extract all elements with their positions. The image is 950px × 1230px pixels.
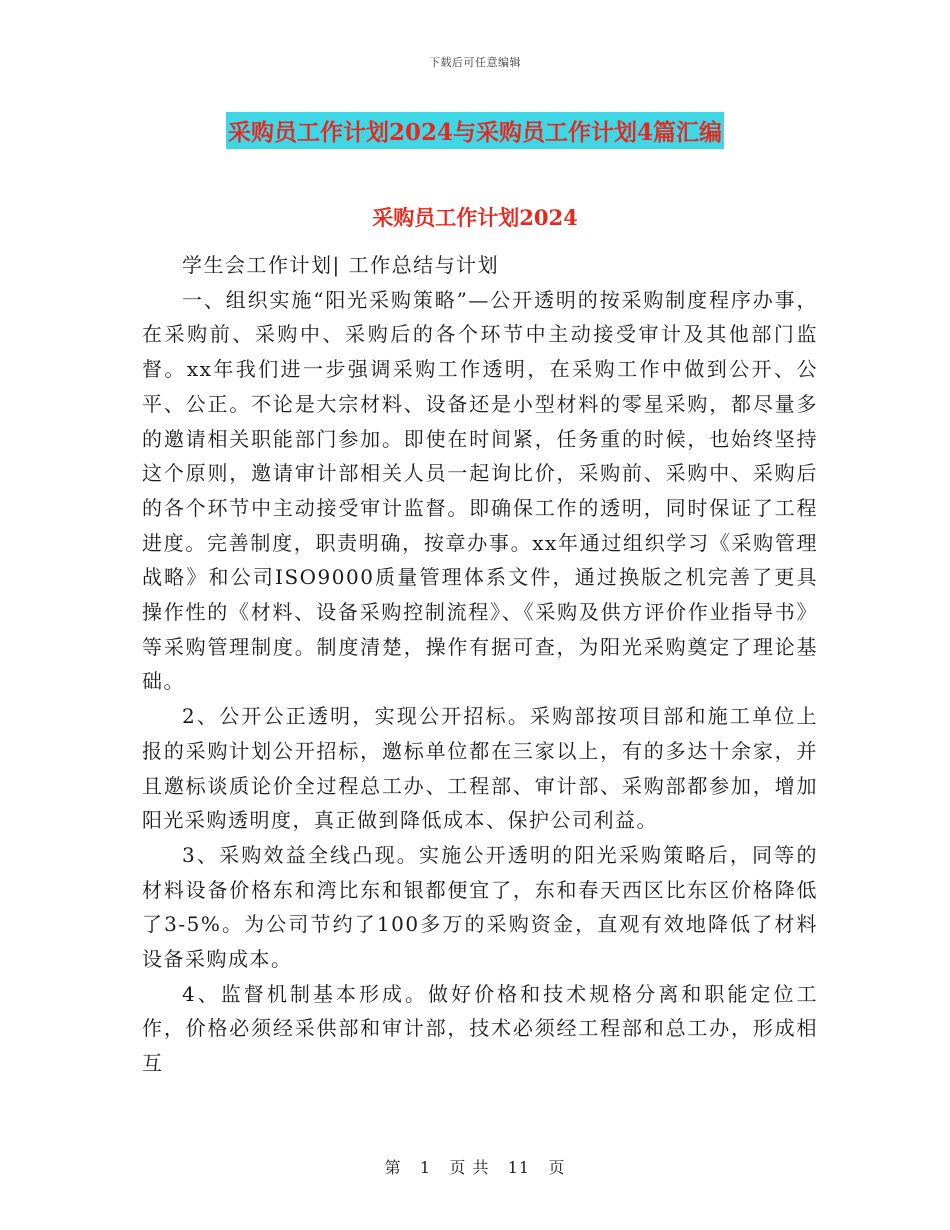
page-label-suffix: 页 bbox=[548, 1158, 566, 1177]
document-title: 采购员工作计划2024与采购员工作计划4篇汇编 bbox=[226, 112, 724, 149]
page-label-prefix: 第 bbox=[384, 1158, 402, 1177]
body-paragraph: 4、监督机制基本形成。做好价格和技术规格分离和职能定位工作，价格必须经采供部和审计部，技术必须经工程部和总工办，形成相互 bbox=[142, 981, 818, 1076]
section-title: 采购员工作计划2024 bbox=[372, 205, 578, 230]
document-title-container bbox=[0, 112, 950, 149]
document-body bbox=[142, 248, 818, 1081]
body-paragraph: 学生会工作计划| 工作总结与计划 bbox=[182, 253, 500, 277]
page-total-number: 11 bbox=[507, 1158, 531, 1177]
page-header-note: 下载后可任意编辑 bbox=[429, 56, 521, 69]
page-label-middle: 页 共 bbox=[449, 1158, 490, 1177]
page-footer bbox=[0, 1155, 950, 1178]
page-current-number: 1 bbox=[419, 1158, 432, 1177]
body-paragraph: 一、组织实施“阳光采购策略”—公开透明的按采购制度程序办事，在采购前、采购中、采购后的各个环节中主动接受审计及其他部门监督。xx年我们进一步强调采购工作透明，在采购工作中做到公开、公平、公正。不论是大宗材料、设备还是小型材料的零星采购，都尽量多的邀请相关职能部门参加。即使在时间紧，任务重的时候，也始终坚持这个原则，邀请审计部相关人员一起询比价，采购前、采购中、采购后的各个环节中主动接受审计监督。即确保工作的透明，同时保证了工程进度。完善制度，职责明确，按章办事。xx年通过组织学习《采购管理战略》和公司ISO9000质量管理体系文件，通过换版之机完善了更具操作性的《材料、设备采购控制流程》、《采购及供方评价作业指导书》等采购管理制度。制度清楚，操作有据可查，为阳光采购奠定了理论基础。 bbox=[142, 287, 818, 694]
body-paragraph: 2、公开公正透明，实现公开招标。采购部按项目部和施工单位上报的采购计划公开招标，邀标单位都在三家以上，有的多达十余家，并且邀标谈质论价全过程总工办、工程部、审计部、采购部都参加，增加阳光采购透明度，真正做到降低成本、保护公司利益。 bbox=[142, 704, 818, 833]
body-paragraph: 3、采购效益全线凸现。实施公开透明的阳光采购策略后，同等的材料设备价格东和湾比东和银都便宜了，东和春天西区比东区价格降低了3-5%。为公司节约了100多万的采购资金，直观有效地降低了材料设备采购成本。 bbox=[142, 842, 818, 972]
